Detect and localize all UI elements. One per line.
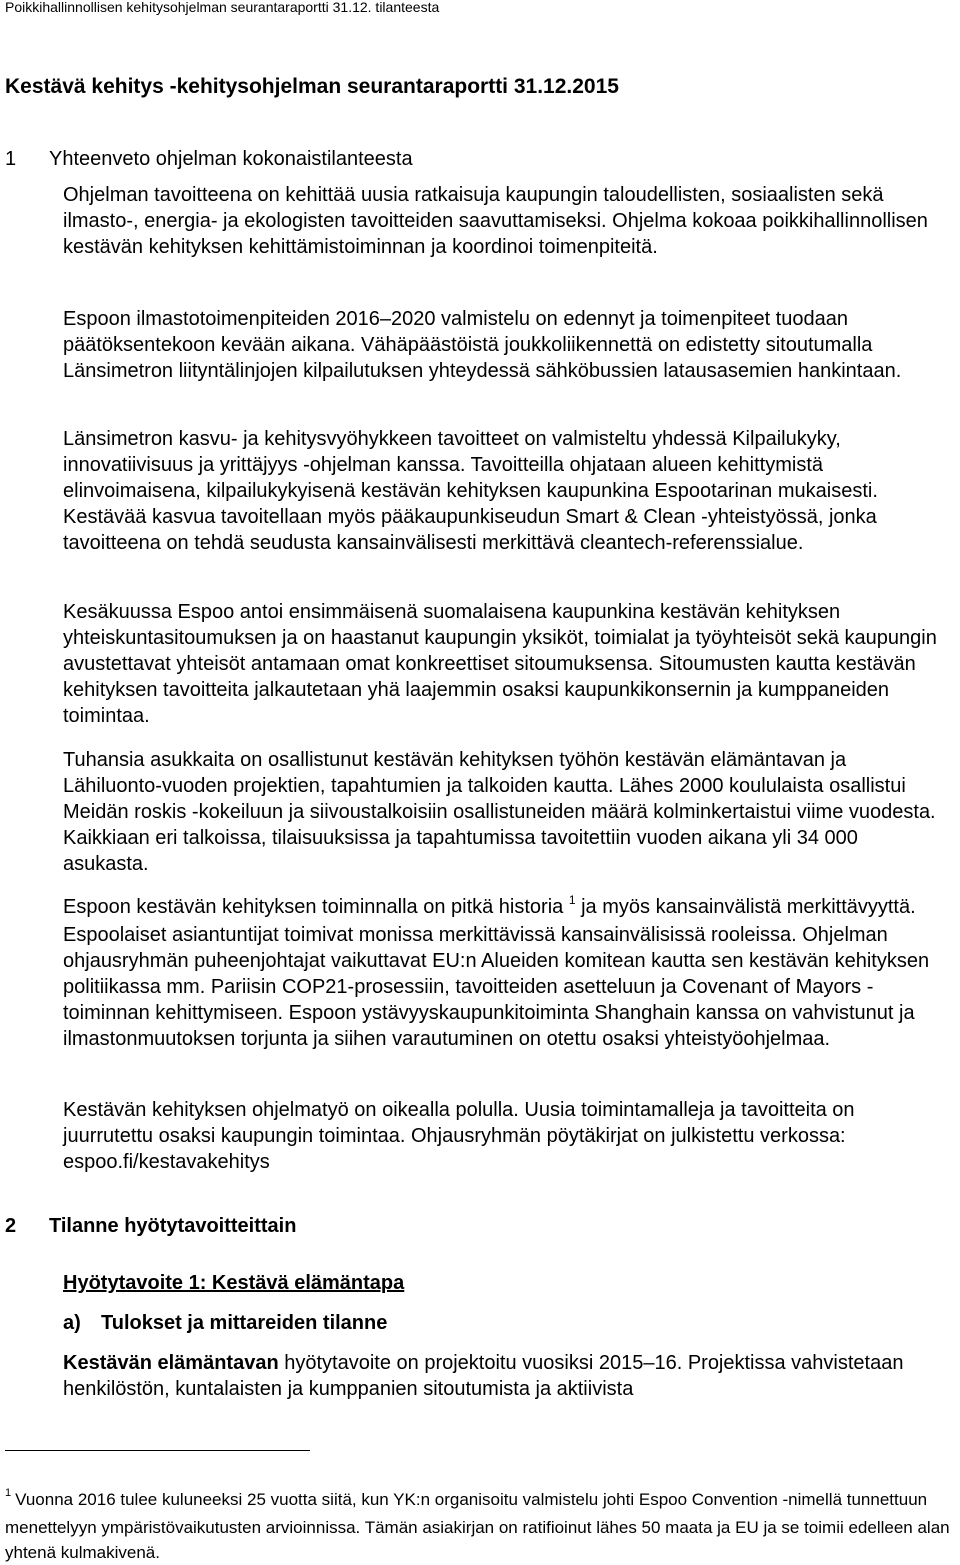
section-number: 2 <box>5 1215 17 1237</box>
footnote-separator <box>5 1450 310 1451</box>
section-title: Yhteenveto ohjelman kokonaistilanteesta <box>49 148 413 170</box>
footnote-text: Vuonna 2016 tulee kuluneeksi 25 vuotta siitä, kun YK:n organisoitu valmistelu johti Espoo Convention -nimellä tunnettuun menettelyyn ympäristövaikutusten arvioinnissa. Tämän asiakirjan on ratifioinut lähes 50 maata ja EU ja se toimii edelleen alan yhtenä kulmakivenä. <box>5 1490 950 1562</box>
paragraph: Länsimetron kasvu- ja kehitysvyöhykkeen tavoitteet on valmisteltu yhdessä Kilpailukyky, innovatiivisuus ja yrittäjyys -ohjelman kanssa. Tavoitteilla ohjataan alueen kehittymistä elinvoimaisena, kilpailukykyisenä kestävän kehityksen kaupunkina Espootarinan mukaisesti. Kestävää kasvua tavoitellaan myös pääkaupunkiseudun Smart & Clean -yhteistyössä, jonka tavoitteena on tehdä seudusta kansainvälisesti merkittävä cleantech-referenssialue. <box>63 428 878 554</box>
emphasis-text: Kestävän elämäntavan <box>63 1352 279 1374</box>
paragraph-text: hyötytavoite on projektoitu vuosiksi 2015–16. Projektissa vahvistetaan henkilöstön, kuntalaisten ja kumppanien sitoutumista ja aktiivista <box>63 1352 904 1400</box>
section-2-body <box>63 1350 943 1402</box>
section-number: 1 <box>5 148 17 170</box>
running-header: Poikkihallinnollisen kehitysohjelman seurantaraportti 31.12. tilanteesta <box>5 0 440 15</box>
paragraph: Kestävän kehityksen ohjelmatyö on oikealla polulla. Uusia toimintamalleja ja tavoitteita on juurrutettu osaksi kaupungin toimintaa. Ohjausryhmän pöytäkirjat on julkistettu verkossa: espoo.fi/kestavakehitys <box>63 1099 855 1173</box>
section-1-body <box>63 306 943 384</box>
goal-heading: Hyötytavoite 1: Kestävä elämäntapa <box>63 1272 405 1294</box>
document-title: Kestävä kehitys -kehitysohjelman seurantaraportti 31.12.2015 <box>5 75 619 98</box>
paragraph-history <box>63 894 943 1052</box>
section-1-body <box>63 599 943 729</box>
paragraph-text: ja myös kansainvälistä merkittävyyttä. Espoolaiset asiantuntijat toimivat monissa merkittävissä kansainvälisissä rooleissa. Ohjelman ohjausryhmän puheenjohtajat vaikuttavat EU:n Alueiden komitean kautta sen kestävän kehityksen politiikassa mm. Pariisin COP21-prosessiin, tavoitteiden asetteluun ja Covenant of Mayors -toiminnan kehittymiseen. Espoon ystävyyskaupunkitoiminta Shanghain kanssa on vahvistunut ja ilmastonmuutoksen torjunta ja siihen varautuminen on otettu osaksi yhteistyöohjelmaa. <box>63 896 930 1050</box>
section-2-heading <box>5 1213 605 1239</box>
paragraph: Tuhansia asukkaita on osallistunut kestävän kehityksen työhön kestävän elämäntavan ja Lähiluonto-vuoden projektien, tapahtumien ja talkoiden kautta. Lähes 2000 koululaista osallistui Meidän roskis -kokeiluun ja siivoustalkoisiin osallistuneiden määrä kolminkertaistui viime vuodesta. Kaikkiaan eri talkoissa, tilaisuuksissa ja tapahtumissa tavoitettiin vuoden aikana yli 34 000 asukasta. <box>63 749 936 875</box>
subsection-label: a) <box>63 1312 81 1334</box>
subsection-title: Tulokset ja mittareiden tilanne <box>101 1312 388 1334</box>
section-title: Tilanne hyötytavoitteittain <box>49 1215 297 1237</box>
paragraph: Espoon ilmastotoimenpiteiden 2016–2020 valmistelu on edennyt ja toimenpiteet tuodaan päätöksentekoon kevään aikana. Vähäpäästöistä joukkoliikennettä on edistetty sitoutumalla Länsimetron liityntälinjojen kilpailutuksen yhteydessä sähköbussien latausasemien hankintaan. <box>63 308 902 382</box>
paragraph <box>63 1350 943 1402</box>
paragraph: Kesäkuussa Espoo antoi ensimmäisenä suomalaisena kaupunkina kestävän kehityksen yhteiskuntasitoumuksen ja on haastanut kaupungin yksiköt, toimialat ja työyhteisöt sekä kaupungin avustettavat yhteisöt antamaan omat konkreettiset sitoumuksensa. Sitoumusten kautta kestävän kehityksen tavoitteita jalkautetaan yhä laajemmin osaksi kaupunkikonsernin ja kumppaneiden toimintaa. <box>63 601 937 727</box>
subsection-heading <box>63 1310 387 1336</box>
section-1-body <box>63 182 943 260</box>
footnote <box>5 1487 955 1565</box>
section-1-heading <box>5 146 905 172</box>
paragraph-text: Espoon kestävän kehityksen toiminnalla on pitkä historia <box>63 896 564 918</box>
section-1-body <box>63 1097 943 1175</box>
section-1-body <box>63 894 943 1052</box>
section-1-body <box>63 747 943 877</box>
section-1-body <box>63 426 943 556</box>
footnote-number: 1 <box>5 1487 12 1499</box>
footnote-reference: 1 <box>568 893 576 907</box>
paragraph: Ohjelman tavoitteena on kehittää uusia ratkaisuja kaupungin taloudellisten, sosiaalisten sekä ilmasto-, energia- ja ekologisten tavoitteiden saavuttamiseksi. Ohjelma kokoaa poikkihallinnollisen kestävän kehityksen kehittämistoiminnan ja koordinoi toimenpiteitä. <box>63 184 928 258</box>
